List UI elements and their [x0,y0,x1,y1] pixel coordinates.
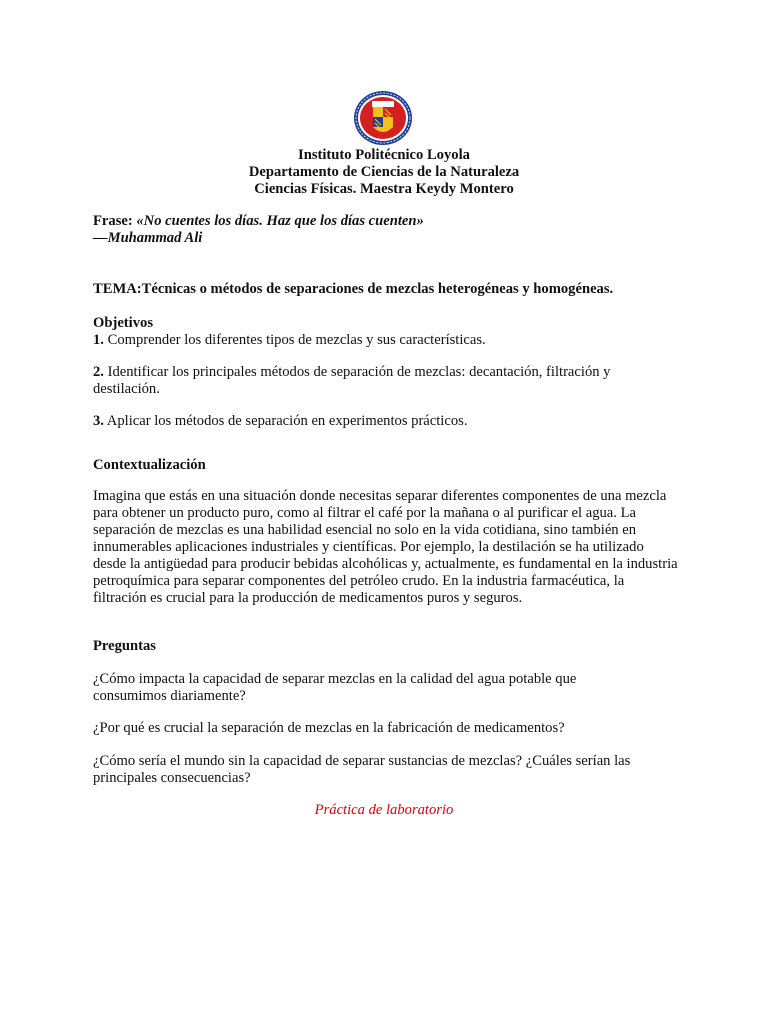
school-seal-logo [353,90,413,146]
document-header [0,147,768,198]
quote-author: —Muhammad Ali [93,230,203,246]
context-heading: Contextualización [93,457,206,473]
topic-title: TEMA:Técnicas o métodos de separaciones de mezclas heterogéneas y homogéneas. [93,281,614,297]
objective-item [93,364,653,398]
objective-number: 3. [93,413,104,429]
objective-text: Comprender los diferentes tipos de mezclas y sus características. [107,332,486,348]
quote-text: «No cuentes los días. Haz que los días cuenten» [136,213,424,229]
questions-heading: Preguntas [93,638,156,654]
department-name: Departamento de Ciencias de la Naturaleza [248,164,520,180]
objective-text: Identificar los principales métodos de separación de mezclas: decantación, filtración y destilación. [93,364,611,397]
question-item: ¿Por qué es crucial la separación de mezclas en la fabricación de medicamentos? [93,720,565,736]
question-item: ¿Cómo impacta la capacidad de separar mezclas en la calidad del agua potable que consumimos diariamente? [93,671,577,704]
objective-item [93,413,673,430]
objective-number: 1. [93,332,104,348]
course-teacher: Ciencias Físicas. Maestra Keydy Montero [254,181,514,197]
question-item: ¿Cómo sería el mundo sin la capacidad de separar sustancias de mezclas? ¿Cuáles serían las principales consecuencias? [93,753,631,786]
objective-number: 2. [93,364,104,380]
objective-item [93,332,673,349]
objective-text: Aplicar los métodos de separación en experimentos prácticos. [106,413,468,429]
lab-section-title: Práctica de laboratorio [314,802,454,818]
objectives-heading: Objetivos [93,315,153,331]
quote-block [93,213,673,247]
quote-label: Frase: [93,213,133,229]
institution-name: Instituto Politécnico Loyola [298,147,470,163]
context-paragraph: Imagina que estás en una situación donde necesitas separar diferentes componentes de una mezcla para obtener un producto puro, como al filtrar el café por la mañana o al purificar el agua. La separación de mezclas es una habilidad esencial no solo en la vida cotidiana, sino también en innumerables aplicaciones industriales y científicas. Por ejemplo, la destilación se ha utilizado desde la antigüedad para producir bebidas alcohólicas y, actualmente, es fundamental en la industria petroquímica para separar componentes del petróleo crudo. En la industria farmacéutica, la filtración es crucial para la producción de medicamentos puros y seguros. [93,488,678,606]
